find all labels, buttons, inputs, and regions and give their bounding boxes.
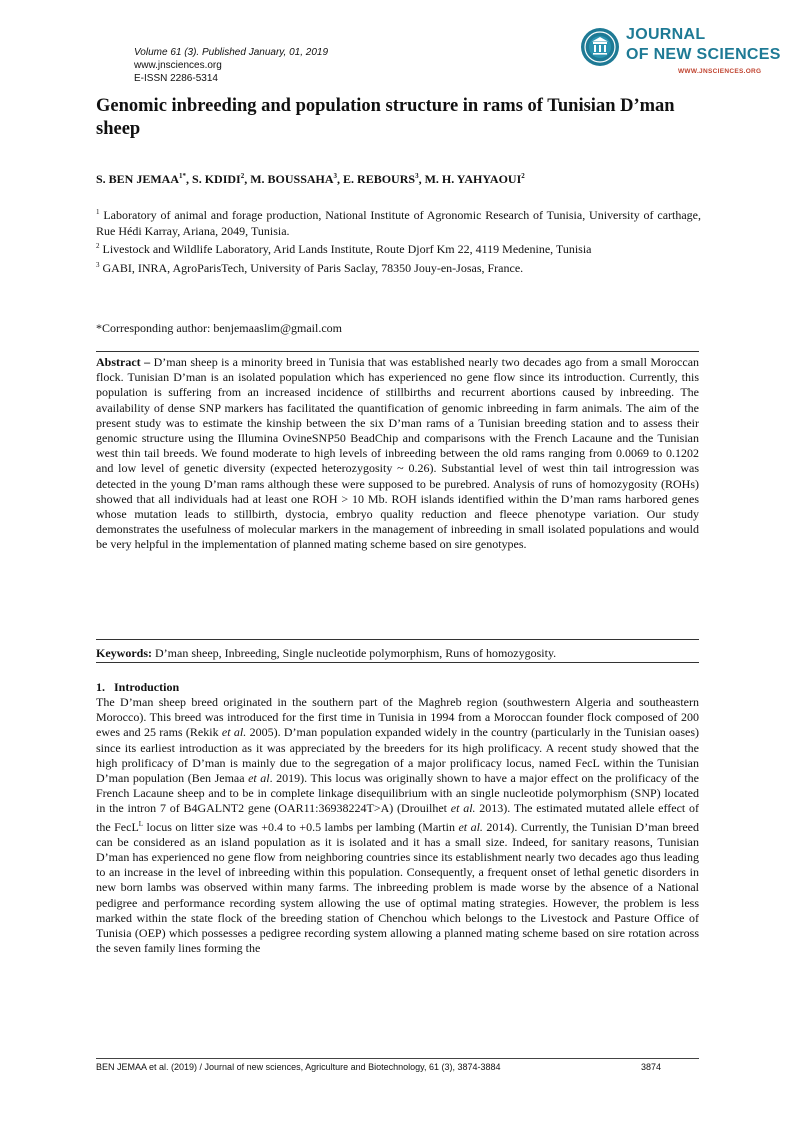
logo-title-line1: JOURNAL	[626, 26, 706, 43]
intro-italic: et al.	[458, 819, 483, 834]
issn-line: E-ISSN 2286-5314	[134, 73, 218, 84]
footer-citation: BEN JEMAA et al. (2019) / Journal of new sciences, Agriculture and Biotechnology, 61 (3), 3874-3884	[96, 1062, 501, 1072]
corresponding-author: *Corresponding author: benjemaaslim@gmail.com	[96, 321, 342, 335]
author-name: , M. BOUSSAHA	[244, 172, 334, 186]
author-affil-mark: 3	[333, 172, 338, 180]
section-heading-introduction: 1. Introduction	[96, 680, 180, 694]
author-name: , S. KDIDI	[186, 172, 241, 186]
affiliation-item	[96, 205, 701, 239]
abstract-text: D’man sheep is a minority breed in Tunisia that was established nearly two decades ago from a small Moroccan flock. Tunisian D’man is an isolated population which has experienced no gene flow since its introduction. Currently, this population is suffering from an increased incidence of stillbirths and recurrent abortions caused by inbreeding. The availability of dense SNP markers has facilitated the quantification of genomic inbreeding in farm animals. The aim of the present study was to estimate the kinship between the six D’man rams of a Tunisian breeding station and to assess their genomic structure using the Illumina OvineSNP50 BeadChip and comparisons with the French Lacaune and the Tunisian west thin tail breeds. We found moderate to high levels of inbreeding between the old rams ranging from 0.0069 to 0.1202 and low level of genetic diversity (expected heterozygosity ~ 0.26). Substantial level of west thin tail introgression was detected in the young D’man rams although these were supposed to be purebred. Analysis of runs of homozygosity (ROHs) showed that all individuals had at least one ROH > 10 Mb. ROH islands identified within the D’man rams harbored genes whose mutation leads to stillbirth, dystocia, embryo quality reduction and fleece phenotype variation. Our study demonstrates the usefulness of molecular markers in the management of inbreeding in small isolated populations and would be very helpful in the implementation of planned mating scheme based on sire genotypes.	[96, 355, 700, 552]
keywords-bottom-rule	[96, 662, 699, 663]
abstract-bottom-rule	[96, 639, 699, 640]
affiliation-text: GABI, INRA, AgroParisTech, University of Paris Saclay, 78350 Jouy-en-Josas, France.	[102, 260, 524, 275]
affiliation-item	[96, 239, 701, 258]
affiliation-text: Livestock and Wildlife Laboratory, Arid Lands Institute, Route Djorf Km 22, 4119 Medenine, Tunisia	[102, 242, 592, 256]
author-name: , M. H. YAHYAOUI	[418, 172, 522, 186]
intro-italic: et al.	[221, 725, 247, 740]
affiliation-mark: 3	[96, 260, 100, 269]
journal-logo	[580, 24, 790, 84]
logo-emblem-icon	[580, 27, 620, 67]
footer-rule	[96, 1058, 699, 1059]
intro-text: . 2019). This locus was originally shown to have a major effect on the prolificacy of the French Lacaune sheep and to be in complete linkage disequilibrium with an single nucleotide polymorphism (SNP) located in the intron 7 of B4GALNT2 gene (OAR11:36938224T>A) (Drouilhet	[96, 771, 699, 816]
page-number: 3874	[641, 1062, 662, 1072]
affiliation-mark: 2	[96, 242, 100, 250]
volume-line: Volume 61 (3). Published January, 01, 2019	[134, 47, 329, 58]
intro-superscript: L	[138, 819, 144, 828]
author-affil-mark: 2	[521, 172, 525, 180]
abstract-top-rule	[96, 351, 699, 352]
website-line: www.jnsciences.org	[134, 60, 222, 71]
abstract-label: Abstract –	[96, 355, 151, 369]
intro-text: locus on litter size was +0.4 to +0.5 lambs per lambing (Martin	[143, 819, 459, 834]
author-affil-mark: 1*	[179, 172, 187, 180]
author-name: S. BEN JEMAA	[96, 172, 180, 186]
intro-text: 2014). Currently, the Tunisian D’man breed can be considered as an island population as it is isolated and it has a small size. Indeed, for sanitary reasons, Tunisian D’man has experienced no gene flow from neighboring countries since its establishment nearly two decades ago thus leading to an increase in the level of inbreeding within this population. Consequently, a frequent onset of lethal genetic disorders in new born lambs was observed within many farms. The inbreeding problem is made worse by the absence of a National pedigree and performance recording system allowing the use of optimal mating strategies. However, the problem is less marked within the state flock of the breeding station of Chenchou which belongs to the Livestock and Pasture Office of Tunisia (OEP) which possesses a pedigree recording system allowing a planned mating scheme based on sire rotation across the seven family lines forming the	[96, 819, 699, 956]
affiliation-mark: 1	[96, 208, 100, 216]
intro-italic: et al.	[450, 801, 476, 816]
keywords-label: Keywords:	[96, 646, 152, 660]
logo-title-line2: OF NEW SCIENCES	[626, 46, 781, 63]
intro-text: The D’man sheep breed originated in the southern part of the Maghreb region (southwestern Algeria and southeastern Morocco). This breed was introduced for the first time in Tunisia in 1994 from a Moroccan founder flock composed of 200 ewes and 25 rams (Rekik	[96, 695, 699, 740]
keywords	[96, 646, 699, 661]
affiliations	[96, 205, 701, 276]
intro-text: 2013). The estimated mutated allele effect of the FecL	[96, 801, 700, 834]
paper-title: Genomic inbreeding and population structure in rams of Tunisian D’man sheep	[96, 96, 675, 139]
author-name: , E. REBOURS	[337, 172, 416, 186]
author-affil-mark: 3	[415, 172, 419, 180]
logo-url: WWW.JNSCIENCES.ORG	[678, 68, 762, 75]
author-list	[96, 172, 525, 187]
intro-italic: et al	[248, 771, 270, 786]
intro-text: 2005). D’man population expanded widely in the country (particularly in the Tunisian oases) since its earliest introduction as it was appreciated by the breeders for its high prolificacy. A recent study showed that the high prolificacy of D’man is mainly due to the segregation of a major prolificacy locus, named FecL within the Tunisian D’man population (Ben Jemaa	[96, 725, 700, 786]
affiliation-item	[96, 258, 701, 277]
keywords-text: D’man sheep, Inbreeding, Single nucleotide polymorphism, Runs of homozygosity.	[155, 646, 557, 660]
abstract	[96, 355, 699, 553]
affiliation-text: Laboratory of animal and forage production, National Institute of Agronomic Research of Tunisia, University of carthage, Rue Hédi Karray, Ariana, 2049, Tunisia.	[96, 208, 701, 238]
journal-meta	[134, 46, 328, 85]
author-affil-mark: 2	[240, 172, 245, 180]
introduction-paragraph	[96, 695, 699, 956]
